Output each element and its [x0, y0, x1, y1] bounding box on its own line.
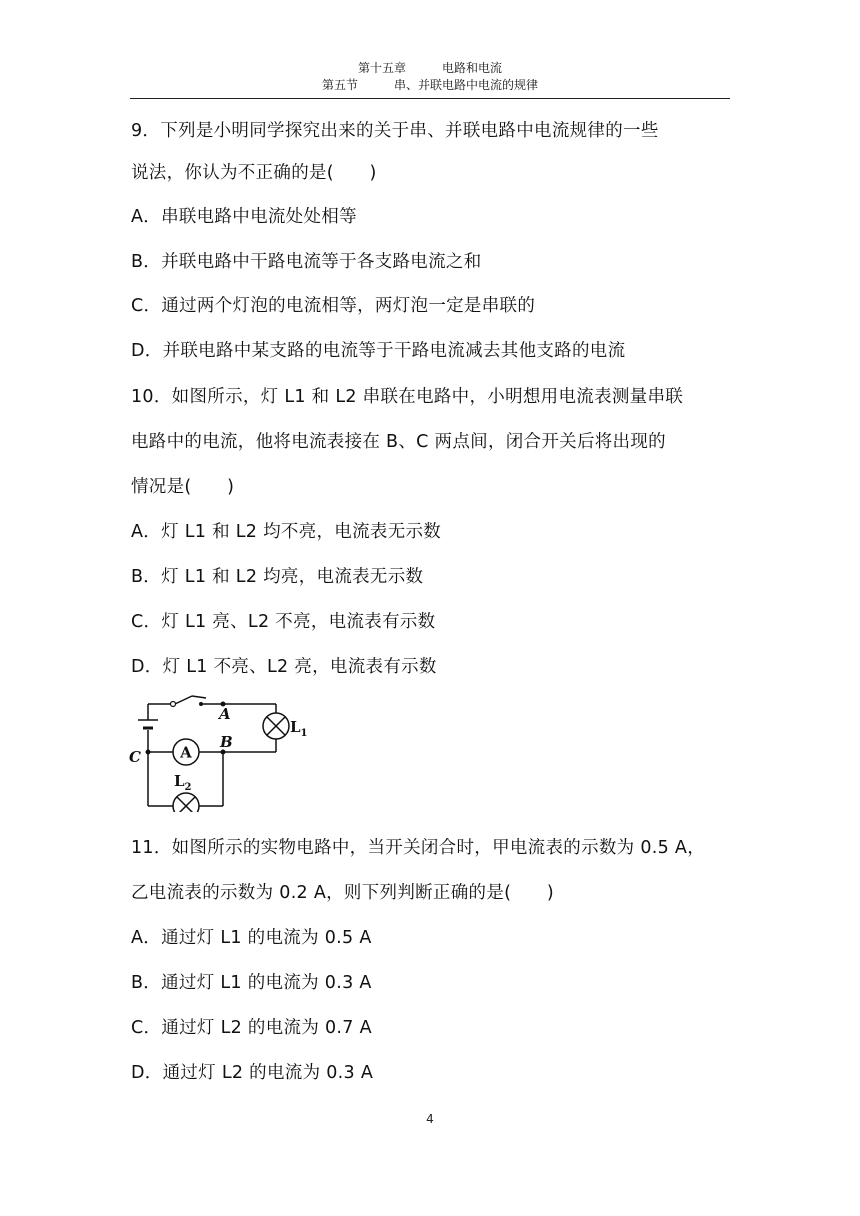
q11-option-d: D．通过灯 L2 的电流为 0.3 A: [131, 1063, 374, 1083]
point-c-label: C: [129, 748, 141, 766]
lamp-l2-label: $L_2$: [174, 772, 192, 793]
point-a-label: A: [219, 705, 231, 723]
q10-circuit-diagram: [126, 692, 310, 812]
switch-blade: [175, 696, 192, 704]
header-section-title: 串、并联电路中电流的规律: [394, 78, 539, 92]
q11-option-a: A．通过灯 L1 的电流为 0.5 A: [131, 928, 372, 948]
q11-stem-line-2: 乙电流表的示数为 0.2 A，则下列判断正确的是( ): [131, 883, 554, 903]
switch-contact-right: [199, 702, 203, 706]
header-chapter: 第十五章: [357, 61, 406, 75]
q9-stem-line-1: 9．下列是小明同学探究出来的关于串、并联电路中电流规律的一些: [131, 121, 659, 141]
q10-option-c: C．灯 L1 亮、L2 不亮，电流表有示数: [131, 612, 436, 632]
q11-option-c: C．通过灯 L2 的电流为 0.7 A: [131, 1018, 372, 1038]
q9-option-a: A．串联电路中电流处处相等: [131, 207, 357, 227]
q9-option-b: B．并联电路中干路电流等于各支路电流之和: [131, 252, 482, 272]
q10-option-a: A．灯 L1 和 L2 均不亮，电流表无示数: [131, 522, 442, 542]
header-section: 第五节: [321, 78, 358, 92]
q10-stem-line-3: 情况是( ): [131, 477, 235, 497]
q9-option-c: C．通过两个灯泡的电流相等，两灯泡一定是串联的: [131, 296, 536, 316]
lamp-l2-icon: [173, 793, 199, 812]
q9-stem-line-2: 说法，你认为不正确的是( ): [131, 163, 377, 183]
switch-contact-left: [171, 702, 176, 707]
junction-c: [146, 750, 151, 755]
point-b-label: B: [220, 733, 233, 751]
lamp-l1-label: $L_1$: [290, 718, 308, 739]
q10-option-b: B．灯 L1 和 L2 均亮，电流表无示数: [131, 567, 424, 587]
header-section-row: [130, 77, 730, 94]
page-header: [130, 60, 730, 94]
q9-option-d: D．并联电路中某支路的电流等于干路电流减去其他支路的电流: [131, 341, 626, 361]
switch-blade-double: [192, 696, 206, 698]
q10-stem-line-2: 电路中的电流，他将电流表接在 B、C 两点间，闭合开关后将出现的: [131, 432, 666, 452]
ammeter-label: A: [180, 743, 192, 762]
q10-stem-line-1: 10．如图所示，灯 L1 和 L2 串联在电路中，小明想用电流表测量串联: [131, 387, 684, 407]
q11-option-b: B．通过灯 L1 的电流为 0.3 A: [131, 973, 372, 993]
lamp-l1-icon: [263, 713, 289, 739]
page-number: 4: [426, 1112, 434, 1126]
header-rule: [130, 98, 730, 99]
header-chapter-title: 电路和电流: [442, 61, 503, 75]
header-chapter-row: [130, 60, 730, 77]
q10-option-d: D．灯 L1 不亮、L2 亮，电流表有示数: [131, 657, 437, 677]
q11-stem-line-1: 11．如图所示的实物电路中，当开关闭合时，甲电流表的示数为 0.5 A，: [131, 838, 705, 858]
